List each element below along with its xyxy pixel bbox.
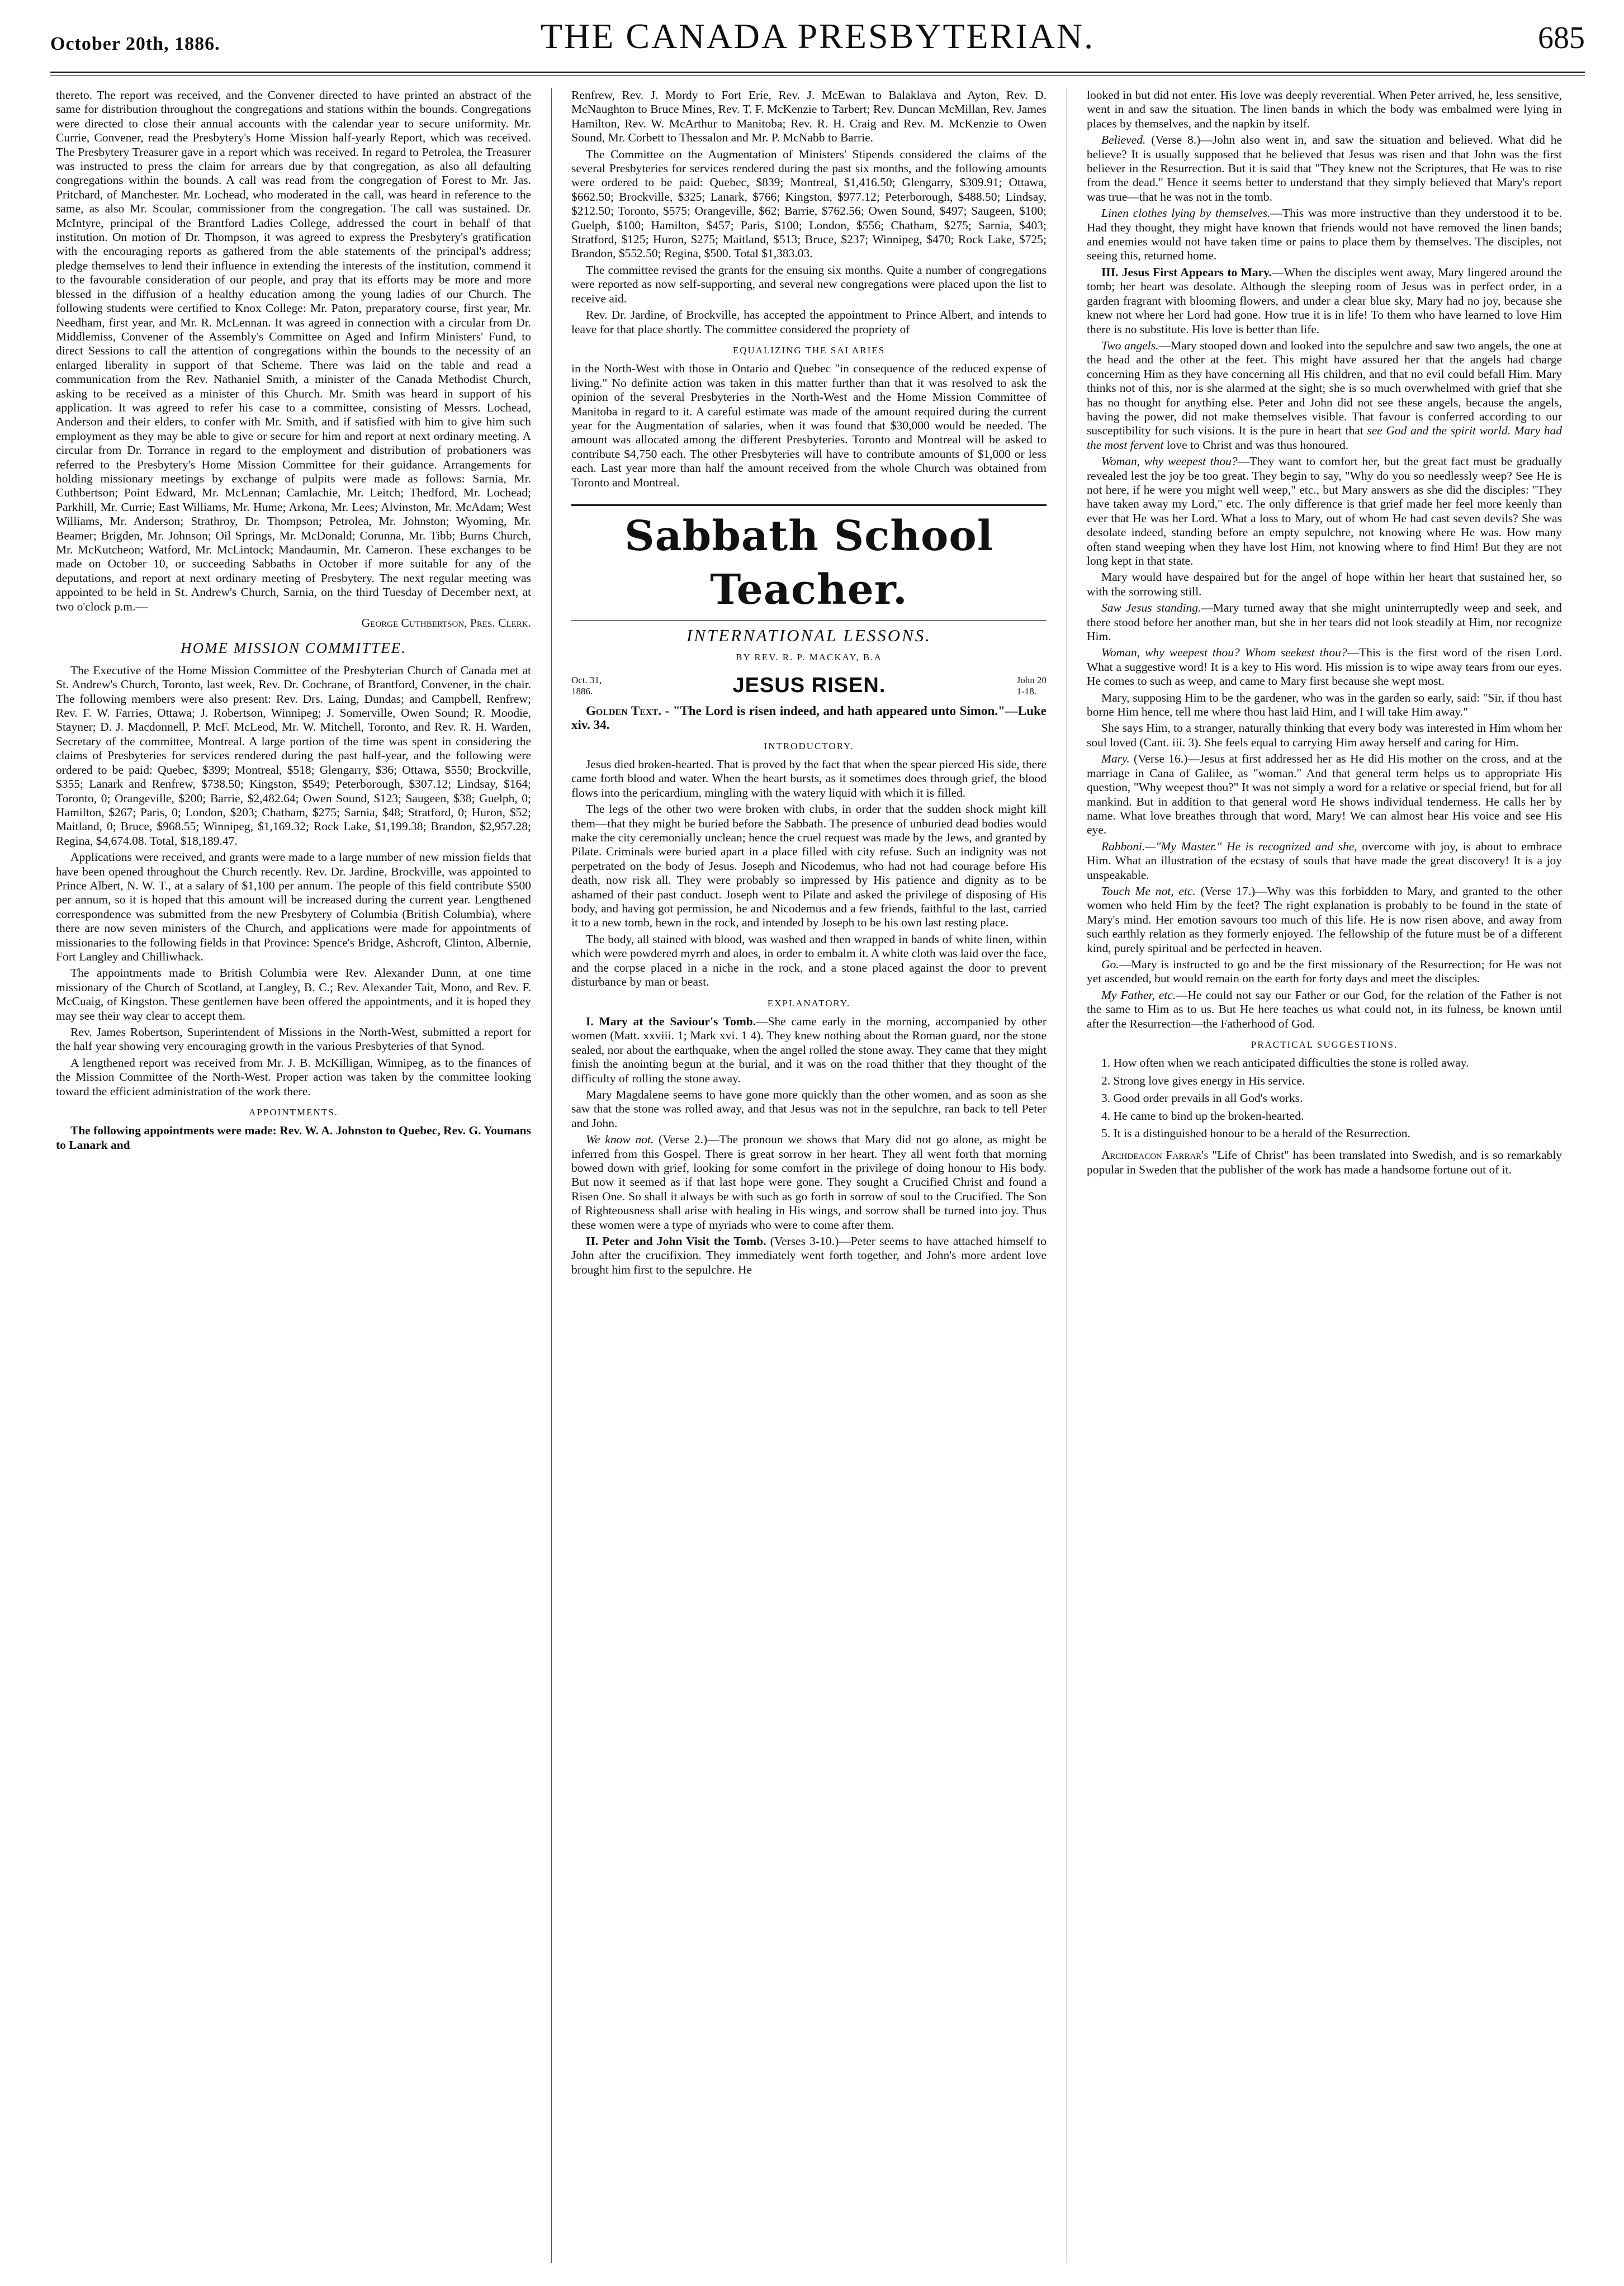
subheading: EXPLANATORY. <box>767 997 851 1009</box>
paragraph: Applications were received, and grants were made to a large number of new mission fields that have been opened throughout the Church recently. Rev. Dr. Jardine, Brockville, was appointed to Prince Albert, N. W. T., at a salary of $1,100 per annum. The people of this field contribute $500 per annum, so it is hoped that this amount will be increased during the current year. Lengthened correspondence was submitted from the new Presbytery of Columbia (British Columbia), where there are now seven ministers of the Church, and applications were made for appointments of missionaries to the following fields in that Province: Spence's Bridge, Ashcroft, Clinton, Albernie, Fort Langley and Chilliwhack. <box>56 850 531 963</box>
paragraph: The legs of the other two were broken with clubs, in order that the sudden shock might kill them—that they might be buried before the Sabbath. The presence of unburied dead bodies would make the city ceremonially unclean; hence the cruel request was made by the Jews, and granted by Pilate. Criminals were buried apart in a place filled with city refuse. Such an indignity was not perpetrated on the body of Jesus. Joseph and Nicodemus, who had not had courage before His death, now risk all. They were probably so impressed by His patience and dignity as to be ashamed of their past conduct. Joseph went to Pilate and asked the privilege of disposing of His body, and having got permission, he and Nicodemus and a few friends, faithful to the last, carried it to a new tomb, hewn in the rock, and intended by Joseph to be his own last resting place. <box>571 802 1047 930</box>
paragraph: Saw Jesus standing.—Mary turned away that she might uninterruptedly weep and seek, and there stood before her another man, but she in her tears did not look steadily at Him, nor recognize Him. <box>1087 601 1562 643</box>
paragraph: Two angels.—Mary stooped down and looked into the sepulchre and saw two angels, the one at the head and the other at the feet. This might have assured her that the angels had charge concerning Him as they have concerning all His children, and that no evil could befall Him. Mary thinks not of this, nor is she alarmed at the sight; she is so much overwhelmed with grief that she has no thought for anything else. Peter and John did not see these angels, because the angels, having the power, did not make themselves visible. That favour is conferred according to our susceptibility for such visions. It is the pure in heart that see God and the spirit world. Mary had the most fervent love to Christ and was thus honoured. <box>1087 338 1562 452</box>
paragraph: I. Mary at the Saviour's Tomb.—She came early in the morning, accompanied by other women (Matt. xxviii. 1; Mark xvi. 1 4). They knew nothing about the Roman guard, nor the stone sealed, nor about the earthquake, when the angel rolled the stone away. They came that they might finish the anointing begun at the burial, and it was on the road thither that they thought of the difficulty of rolling the stone away. <box>571 1014 1047 1085</box>
lesson-date: Oct. 31, 1886. <box>571 674 602 697</box>
section-banner <box>571 504 1047 621</box>
paragraph: Renfrew, Rev. J. Mordy to Fort Erie, Rev. J. McEwan to Balaklava and Ayton, Rev. D. McNaughton to Bruce Mines, Rev. T. F. McKenzie to Tarbert; Rev. Duncan McMillan, Rev. James Hamilton, Rev. W. McArthur to Manitoba; Rev. R. H. Craig and Rev. M. McKenzie to Owen Sound, Mr. Corbett to Thessalon and Mr. P. McNabb to Barrie. <box>571 88 1047 145</box>
golden-text: Golden Text. - "The Lord is risen indeed, and hath appeared unto Simon."—Luke xiv. 34. <box>571 703 1047 732</box>
column-3 <box>1087 88 1562 2269</box>
paragraph: She says Him, to a stranger, naturally thinking that every body was interested in Him whom her soul loved (Cant. iii. 3). She feels equal to carrying Him away herself and caring for Him. <box>1087 721 1562 749</box>
paragraph: Archdeacon Farrar's "Life of Christ" has been translated into Swedish, and is so remarkably popular in Sweden that the publisher of the work has made a handsome fortune out of it. <box>1087 1148 1562 1176</box>
paragraph: The committee revised the grants for the ensuing six months. Quite a number of congregations were reported as now self-supporting, and several new congregations were placed upon the list to receive aid. <box>571 263 1047 305</box>
list-item: 4. He came to bind up the broken-hearted. <box>1101 1109 1304 1123</box>
paragraph: Mary would have despaired but for the angel of hope within her heart that sustained her, so with the sorrowing still. <box>1087 570 1562 598</box>
paragraph: Touch Me not, etc. (Verse 17.)—Why was this forbidden to Mary, and granted to the other women who held Him by the feet? The right explanation is probably to be found in the state of Mary's mind. Her emotion savours too much of this life. He is now risen above, and away from such earthly relation as they formerly enjoyed. The fellowship of the future must be of a different kind, purely spiritual and be perfected in heaven. <box>1087 884 1562 955</box>
paragraph: Believed. (Verse 8.)—John also went in, and saw the situation and believed. What did he believe? It is usually supposed that he believed that Jesus was risen and that John was the first believer in the Resurrection. But it is said that "They knew not the Scriptures, that He was to rise from the dead." Hence it seems better to understand that they simply believed that Mary's report was true—that he was not in the tomb. <box>1087 133 1562 203</box>
paragraph: The Committee on the Augmentation of Ministers' Stipends considered the claims of the several Presbyteries for services rendered during the past six months, and the following amounts were ordered to be paid: Quebec, $839; Montreal, $1,416.50; Glengarry, $309.91; Ottawa, $662.50; Brockville, $325; Lanark, $766; Kingston, $977.12; Peterborough, $488.50; Lindsay, $212.50; Toronto, $575; Orangeville, $62; Barrie, $762.56; Owen Sound, $497; Saugeen, $100; Guelph, $100; Hamilton, $457; Paris, $100; London, $556; Chatham, $275; Sarnia, $403; Stratford, $125; Huron, $275; Maitland, $513; Bruce, $237; Winnipeg, $470; Rock Lake, $725; Brandon, $552.50; Regina, $500. Total $1,383.03. <box>571 147 1047 261</box>
lesson-header <box>571 675 1047 697</box>
paragraph: Woman, why weepest thou?—They want to comfort her, but the great fact must be gradually revealed lest the joy be too great. They begin to say, "Why do you so needlessly weep? See He is not here, if he were you might well weep," etc., but Mary answers as she did the disciples: "They have taken away my Lord," etc. The only difference is that grief made her feel more keenly than ever that He was her Lord. What a loss to Mary, out of whom He had cast seven devils? She was desolate indeed, standing before an empty sepulchre, not knowing where He was. How many often stand weeping when they have lost Him, not knowing where to find Him! But they are not long kept in that state. <box>1087 455 1562 567</box>
masthead-rule <box>50 72 1585 73</box>
masthead <box>50 16 1585 69</box>
paragraph: Go.—Mary is instructed to go and be the first missionary of the Resurrection; for He was not yet ascended, but would remain on the earth for forty days and meet the disciples. <box>1087 957 1562 986</box>
paragraph: Rabboni.—"My Master." He is recognized and she, overcome with joy, is about to embrace Him. What an illustration of the ecstasy of souls that have made the great discovery! It is a joy unspeakable. <box>1087 839 1562 882</box>
subheading: PRACTICAL SUGGESTIONS. <box>1251 1039 1398 1050</box>
column-2 <box>571 88 1047 2269</box>
paragraph: The appointments made to British Columbia were Rev. Alexander Dunn, at one time missionary of the Church of Scotland, at Langley, B. C.; Rev. Alexander Tait, Mono, and Rev. F. McCuaig, of Kingston. These gentlemen have been offered the appointments, and it is hoped they may see their way clear to accept them. <box>56 966 531 1023</box>
paragraph: looked in but did not enter. His love was deeply reverential. When Peter arrived, he, less sensitive, went in and saw the situation. The linen bands in which the body was embalmed were lying in places by themselves, and the napkin by itself. <box>1087 88 1562 130</box>
paragraph: Rev. Dr. Jardine, of Brockville, has accepted the appointment to Prince Albert, and intends to leave for that place shortly. The committee considered the propriety of <box>571 308 1047 336</box>
paragraph: A lengthened report was received from Mr. J. B. McKilligan, Winnipeg, as to the finances of the Mission Committee of the North-West. Proper action was taken by the committee looking toward the efficient administration of the work there. <box>56 1056 531 1098</box>
paragraph: The following appointments were made: Rev. W. A. Johnston to Quebec, Rev. G. Youmans to Lanark and <box>56 1124 531 1152</box>
issue-date: October 20th, 1886. <box>50 34 220 54</box>
paragraph: in the North-West with those in Ontario and Quebec "in consequence of the reduced expense of living." No definite action was taken in this matter further than that it was resolved to ask the opinion of the several Presbyteries in the North-West and the Home Mission Committee of Manitoba in regard to it. A careful estimate was made of the amount required during the current year for the Augmentation of salaries, when it was found that $30,000 would be needed. The amount was allocated among the different Presbyteries. Toronto and Montreal will be asked to contribute $4,750 each. The other Presbyteries will have to contribute amounts of $1,000 or less each. Last year more than half the amount received from the whole Church was obtained from Toronto and Montreal. <box>571 362 1047 489</box>
paragraph: III. Jesus First Appears to Mary.—When the disciples went away, Mary lingered around the tomb; her heart was desolate. Although the sleeping room of Jesus was in perfect order, in a garden fragrant with blooming flowers, and under a clear blue sky, Mary had no joy, because she knew not where her Lord had gone. How true it is in life! To them who have learned to love Him there is no substitute. His love is better than life. <box>1087 265 1562 336</box>
list-item: 2. Strong love gives energy in His service. <box>1101 1073 1305 1087</box>
signature: George Cuthbertson, Pres. Clerk. <box>361 616 531 630</box>
paragraph: Mary Magdalene seems to have gone more quickly than the other women, and as soon as she saw that the stone was rolled away, and that Jesus was not in the sepulchre, ran back to tell Peter and John. <box>571 1087 1047 1130</box>
lesson-reference: John 20 1-18. <box>1016 674 1047 697</box>
sabbath-school-heading: Sabbath School Teacher. <box>624 512 993 614</box>
subheading: APPOINTMENTS. <box>249 1107 338 1118</box>
section-heading: HOME MISSION COMMITTEE. <box>181 640 406 657</box>
paragraph: The body, all stained with blood, was washed and then wrapped in bands of white linen, within which were powdered myrrh and aloes, in order to embalm it. A white cloth was laid over the face, and the corpse placed in a niche in the rock, and a stone placed against the door to prevent disturbance by man or beast. <box>571 932 1047 989</box>
subheading: EQUALIZING THE SALARIES <box>732 344 886 356</box>
paragraph: Jesus died broken-hearted. That is proved by the fact that when the spear pierced His side, there came forth blood and water. When the heart bursts, as it sometimes does through grief, the blood flows into the pericardium, mingling with the watery liquid with which it is filled. <box>571 758 1047 799</box>
paragraph: Mary. (Verse 16.)—Jesus at first addressed her as He did His mother on the cross, and at the marriage in Cana of Galilee, as "woman." And that general term helps us to appropriate His question, "Why weepest thou?" It was not simply a word for a relative or special friend, but for all mankind. But in addition to that general word He shows individual tenderness. He calls her by name. What love breathes through that word, Mary! We can almost hear His voice and see His eye. <box>1087 752 1562 837</box>
paragraph: The Executive of the Home Mission Committee of the Presbyterian Church of Canada met at St. Andrew's Church, Toronto, last week, Rev. Dr. Cochrane, of Brantford, Convener, in the chair. The following members were also present: Rev. Drs. Laing, Dundas; and Campbell, Renfrew; Rev. F. W. Farries, Ottawa; J. Robertson, Winnipeg; J. Somerville, Owen Sound; R. Moodie, Stayner; D. J. Macdonnell, P. McF. McLeod, Mr. W. Mitchell, Toronto, and Rev. R. H. Warden, Secretary of the committee, Montreal. A large portion of the time was spent in considering the claims of Presbyteries for services rendered during the past half-year, and the following were ordered to be paid: Quebec, $399; Montreal, $518; Glengarry, $36; Ottawa, $550; Brockville, $355; Lanark and Renfrew, $738.50; Kingston, $549; Peterborough, $307.12; Lindsay, $164; Toronto, 0; Orangeville, $200; Barrie, $2,482.64; Owen Sound, $123; Saugeen, $38; Guelph, 0; Hamilton, $267; Paris, 0; London, $203; Chatham, $275; Sarnia, $48; Stratford, 0; Huron, $52; Maitland, 0; Bruce, $968.55; Winnipeg, $1,169.32; Rock Lake, $1,199.38; Brandon, $2,957.28; Regina, $4,674.08. Total, $18,189.47. <box>56 663 531 848</box>
newspaper-title: THE CANADA PRESBYTERIAN. <box>540 16 1095 56</box>
list-item: 5. It is a distinguished honour to be a herald of the Resurrection. <box>1101 1127 1410 1140</box>
lessons-heading: INTERNATIONAL LESSONS. <box>686 625 932 645</box>
paragraph: Woman, why weepest thou? Whom seekest thou?—This is the first word of the risen Lord. What a suggestive word! It is a key to His word. His mission is to wipe away tears from our eyes. He comes to such as weep, and came to Mary first because she wept most. <box>1087 646 1562 688</box>
page-number: 685 <box>1538 21 1585 55</box>
byline: BY REV. R. P. MACKAY, B.A <box>736 652 882 663</box>
paragraph: II. Peter and John Visit the Tomb. (Verses 3-10.)—Peter seems to have attached himself to John after the crucifixion. They immediately went forth together, and John's more ardent love brought him first to the sepulchre. He <box>571 1234 1047 1276</box>
paragraph: We know not. (Verse 2.)—The pronoun we shows that Mary did not go alone, as might be inferred from this Gospel. There is great sorrow in her heart. They all went forth that morning bowed down with grief, looking for some comfort in the privilege of doing honour to His body. But now it seemed as if that last hope were gone. They sought a Crucified Christ and found a Risen One. So shall it always be with such as go forth in sorrow of soul to the Crucified. The Son of Righteousness shall arise with healing in His wings, and sorrow shall be turned into joy. Thus these women were a type of myriads who were to come after them. <box>571 1133 1047 1232</box>
paragraph: Rev. James Robertson, Superintendent of Missions in the North-West, submitted a report for the half year showing very encouraging growth in the various Presbyteries of that Synod. <box>56 1025 531 1053</box>
paragraph: thereto. The report was received, and the Convener directed to have printed an abstract of the same for distribution throughout the congregations and stations within the bounds. Congregations were directed to close their annual accounts with the calendar year to secure uniformity. Mr. Currie, Convener, read the Presbytery's Home Mission half-yearly Report, which was received. The Presbytery Treasurer gave in a report which was received. In regard to Petrolea, the Treasurer was instructed to press the claim for arrears due by that congregation, as also all defaulting congregations within the bounds. A call was read from the congregation of Forest to Mr. Jas. Pritchard, of Manchester. Mr. Lochead, who moderated in the call, was heard in reference to the same, as also Mr. Scoular, commissioner from the congregation. The call was sustained. Dr. McIntyre, principal of the Brantford Ladies College, addressed the court in behalf of that institution. On motion of Dr. Thompson, it was agreed to express the Presbytery's gratification with the encouraging reports as gathered from the able statements of the principal's address; pledge themselves to lend their influence in extending the interests of the institution, commend it to the favourable consideration of our people, and pray that its efforts may be more and more blessed in the diffusion of a healthy education among the young ladies of our Church. The following students were certified to Knox College: Mr. Paton, preparatory course, first year, Mr. Needham, first year, and Mr. R. McLennan. It was agreed in connection with a circular from Dr. Middlemiss, Convener of the Assembly's Committee on Aged and Infirm Ministers' Fund, to direct Sessions to call the attention of congregations within the bounds to the necessity of an enlarged liberality in support of that Scheme. There was laid on the table and read a communication from the Rev. Nathaniel Smith, a minister of the Canada Methodist Church, asking to be received as a minister of this Church. Mr. Smith was heard in support of his application. It was agreed to refer his case to a committee, consisting of Messrs. Lochead, Anderson and their elders, to confer with Mr. Smith, and if satisfied with him to give him such employment as they may be able to give or secure for him and report at next ordinary meeting. A circular from Dr. Torrance in regard to the employment and distribution of probationers was referred to the Presbytery's Home Mission Committee for their guidance. Arrangements for holding missionary meetings by exchange of pulpits were made as follows: Sarnia, Mr. Cuthbertson; Point Edward, Mr. McLennan; Camlachie, Mr. Leitch; Thedford, Mr. Lochead; Parkhill, Mr. Currie; East Williams, Mr. Hume; Arkona, Mr. Lees; Alvinston, Mr. McAdam; West Williams, Mr. Anderson; Strathroy, Dr. Thompson; Petrolea, Mr. Johnston; Wyoming, Mr. Beamer; Brigden, Mr. Johnson; Oil Springs, Mr. McDonald; Corunna, Mr. Tibb; Burns Church, Mr. McKutcheon; Watford, Mr. McLintock; Mandaumin, Mr. Cameron. These exchanges to be made on October 10, or succeeding Sabbaths in October if more suitable for any of the deputations, and report at next ordinary meeting of Presbytery. The next regular meeting was appointed to be held in St. Andrew's Church, Sarnia, on the third Tuesday of December next, at two o'clock p.m.— <box>56 88 531 613</box>
paragraph: Mary, supposing Him to be the gardener, who was in the garden so early, said: "Sir, if thou hast borne Him hence, tell me where thou hast laid Him, and I will take Him away." <box>1087 690 1562 719</box>
paragraph: My Father, etc.—He could not say our Father or our God, for the relation of the Father is not the same to Him as to us. But He here teaches us what could not, in its fulness, be known until after the Resurrection—the Fatherhood of God. <box>1087 988 1562 1030</box>
column-1 <box>56 88 531 2269</box>
subheading: INTRODUCTORY. <box>764 740 854 751</box>
column-divider <box>551 88 552 2263</box>
lesson-title: JESUS RISEN. <box>732 674 886 698</box>
masthead-rule-thin <box>50 75 1585 76</box>
list-item: 1. How often when we reach anticipated difficulties the stone is rolled away. <box>1101 1056 1469 1070</box>
paragraph: Linen clothes lying by themselves.—This was more instructive than they understood it to be. Had they thought, they might have known that friends would not have removed the linen bands; and enemies would not have taken time or pains to place them by themselves. The disciples, not seeing this, returned home. <box>1087 206 1562 263</box>
list-item: 3. Good order prevails in all God's works. <box>1101 1091 1303 1105</box>
